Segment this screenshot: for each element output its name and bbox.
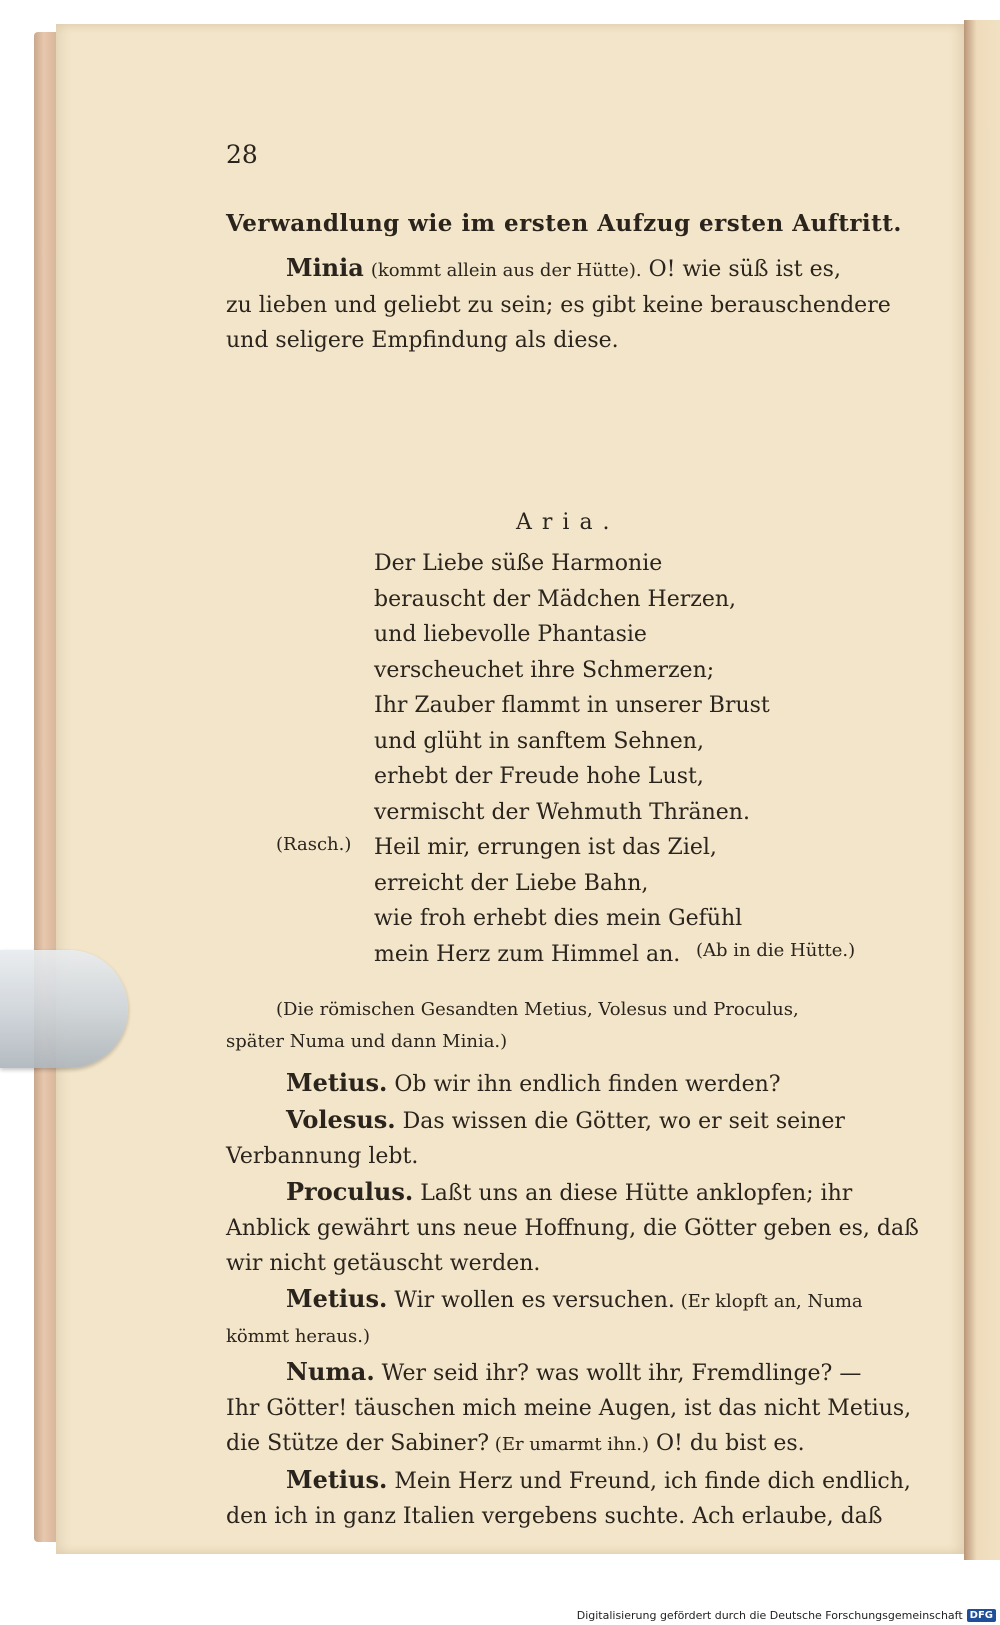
- dialogue-line: [226, 1281, 906, 1319]
- dialogue-text: Das wissen die Götter, wo er seit seiner: [395, 1109, 845, 1134]
- speaker-name: Volesus.: [286, 1105, 396, 1134]
- verse-line: verscheuchet ihre Schmerzen;: [374, 657, 715, 683]
- footer-text: Digitalisierung gefördert durch die Deutsche Forschungsgemeinschaft: [576, 1609, 963, 1622]
- speaker-name: Minia: [286, 253, 364, 282]
- dialogue-line: [226, 1426, 906, 1462]
- dialogue-line: kömmt heraus.): [226, 1326, 370, 1347]
- stage-direction-block: [226, 992, 906, 1057]
- verse-line: berauscht der Mädchen Herzen,: [374, 586, 737, 612]
- speaker-name: Metius.: [286, 1465, 388, 1494]
- stage-direction: (Er umarmt ihn.): [489, 1434, 649, 1455]
- dialogue-line: [226, 1065, 906, 1102]
- dialogue-line: wir nicht getäuscht werden.: [226, 1251, 541, 1276]
- dialogue-line: Verbannung lebt.: [226, 1144, 419, 1169]
- aria-title: Aria.: [516, 510, 620, 535]
- tempo-marking: (Rasch.): [276, 834, 352, 855]
- verse-line: vermischt der Wehmuth Thränen.: [374, 799, 750, 825]
- stage-line-1: (Die römischen Gesandten Metius, Volesus und Proculus,: [276, 999, 799, 1020]
- verse-line: und glüht in sanftem Sehnen,: [374, 728, 704, 754]
- book-edge: [34, 32, 58, 1542]
- verse-line: erhebt der Freude hohe Lust,: [374, 764, 704, 789]
- exit-direction: (Ab in die Hütte.): [696, 940, 856, 961]
- verse-line: und liebevolle Phantasie: [374, 622, 647, 647]
- scene-heading: Verwandlung wie im ersten Aufzug ersten Auftritt.: [226, 210, 902, 237]
- aria-verses: [374, 546, 1000, 972]
- stage-direction: (Er klopft an, Numa: [674, 1291, 863, 1312]
- dialogue-line: Ihr Götter! täuschen mich meine Augen, ist das nicht Metius,: [226, 1396, 912, 1421]
- opening-line-3: und seligere Empfindung als diese.: [226, 328, 619, 353]
- verse-line: Der Liebe süße Harmonie: [374, 551, 663, 576]
- dialogue-line: den ich in ganz Italien vergebens suchte. Ach erlaube, daß: [226, 1504, 883, 1529]
- speaker-name: Metius.: [286, 1068, 388, 1097]
- dialogue-text: Laßt uns an diese Hütte anklopfen; ihr: [413, 1181, 853, 1206]
- dialogue-text: Wer seid ihr? was wollt ihr, Fremdlinge? —: [374, 1361, 862, 1386]
- opening-line-1: [226, 250, 906, 288]
- stage-direction: (kommt allein aus der Hütte).: [370, 260, 642, 281]
- verse-line: erreicht der Liebe Bahn,: [374, 870, 649, 896]
- verse-line: mein Herz zum Himmel an.: [374, 941, 681, 967]
- stage-line-2: später Numa und dann Minia.): [226, 1031, 508, 1052]
- dialogue-text: Wir wollen es versuchen.: [387, 1288, 675, 1313]
- dfg-logo-icon: DFG: [967, 1609, 996, 1622]
- opening-paragraph: [226, 250, 906, 358]
- page-clip: [0, 950, 128, 1068]
- dialogue-text: Ob wir ihn endlich finden werden?: [387, 1072, 781, 1097]
- verse-line: Heil mir, errungen ist das Ziel,: [374, 835, 717, 860]
- page-number: 28: [226, 140, 258, 169]
- dialogue-text: die Stütze der Sabiner?: [226, 1431, 490, 1456]
- dialogue-line: [226, 1102, 906, 1139]
- dialogue-line: [226, 1174, 906, 1211]
- dialogue-line: [226, 1354, 906, 1391]
- speaker-name: Proculus.: [286, 1177, 414, 1206]
- dialogue-line: Anblick gewährt uns neue Hoffnung, die Götter geben es, daß: [226, 1216, 919, 1241]
- verse-line: wie froh erhebt dies mein Gefühl: [374, 906, 743, 931]
- dialogue-text: O! wie süß ist es,: [641, 257, 841, 282]
- digitization-footer: [577, 1609, 996, 1622]
- dialogue-line: [226, 1462, 911, 1499]
- opening-line-2: zu lieben und geliebt zu sein; es gibt keine berauschendere: [226, 293, 891, 318]
- dialogue-text: Mein Herz und Freund, ich finde dich endlich,: [387, 1469, 911, 1494]
- verse-line: Ihr Zauber flammt in unserer Brust: [374, 693, 770, 718]
- speaker-name: Metius.: [286, 1284, 388, 1313]
- dialogue-text: O! du bist es.: [649, 1431, 805, 1456]
- dialogue-block: [226, 1065, 919, 1534]
- speaker-name: Numa.: [286, 1357, 375, 1386]
